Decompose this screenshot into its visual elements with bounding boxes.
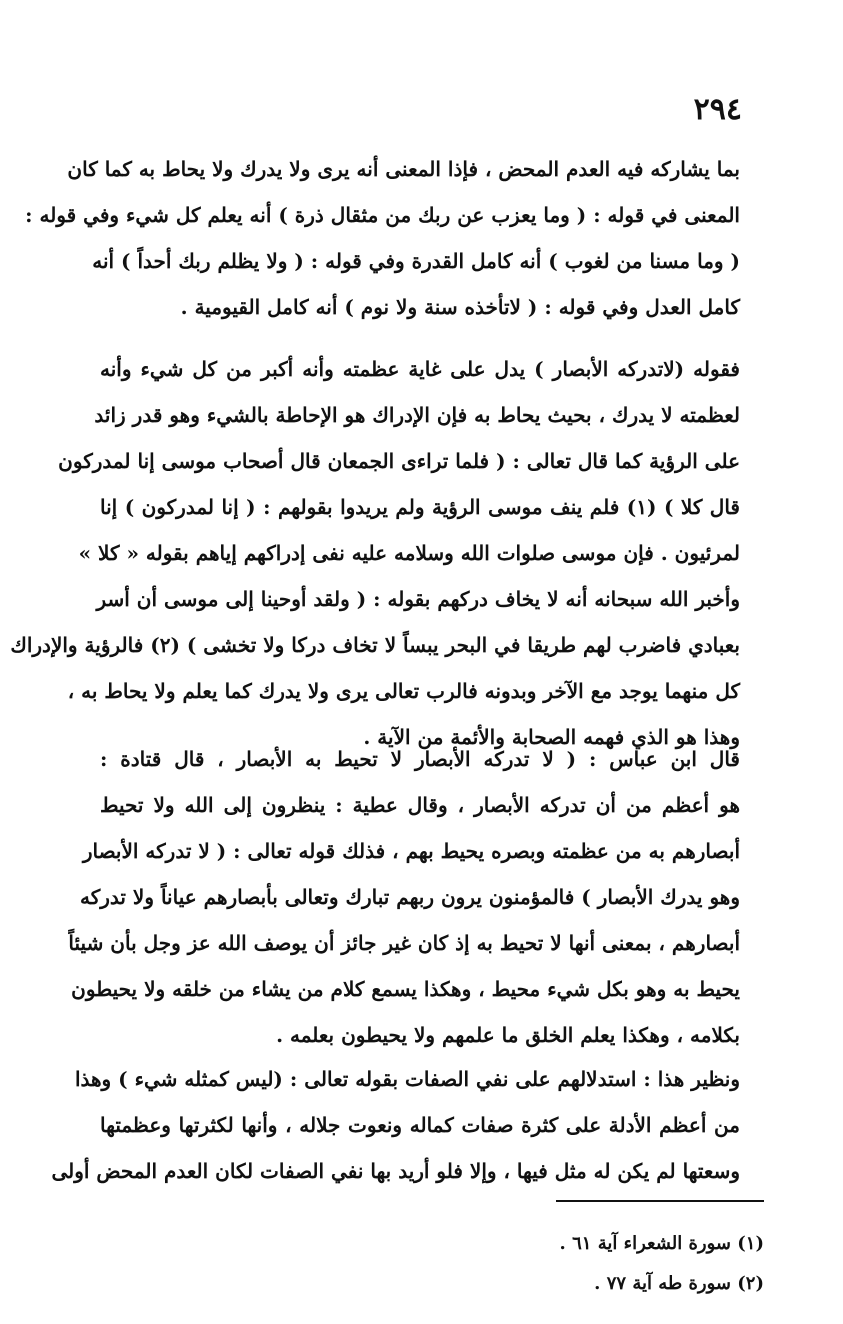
- text-line: بكلامه ، وهكذا يعلم الخلق ما علمهم ولا يحيطون بعلمه .: [276, 1023, 740, 1047]
- paragraph-1: [25, 146, 740, 330]
- text-line: أبصارهم به من عظمته وبصره يحيط بهم ، فذلك قوله تعالى : ( لا تدركه الأبصار: [82, 839, 740, 863]
- text-line: كامل العدل وفي قوله : ( لاتأخذه سنة ولا نوم ) أنه كامل القيومية .: [180, 295, 740, 319]
- footnote-divider: [556, 1200, 764, 1202]
- text-line: بعبادي فاضرب لهم طريقا في البحر يبساً لا تخاف دركا ولا تخشى ) (٢) فالرؤية والإدراك: [10, 633, 740, 657]
- text-line: كل منهما يوجد مع الآخر وبدونه فالرب تعالى يرى ولا يدرك كما يعلم ولا يحاط به ،: [67, 679, 740, 703]
- footnote-2: (٢) سورة طه آية ٧٧ .: [594, 1273, 764, 1294]
- text-line: على الرؤية كما قال تعالى : ( فلما تراءى الجمعان قال أصحاب موسى إنا لمدركون: [58, 449, 740, 473]
- text-line: أبصارهم ، بمعنى أنها لا تحيط به إذ كان غير جائز أن يوصف الله عز وجل بأن شيئاً: [68, 931, 740, 955]
- text-line: ونظير هذا : استدلالهم على نفي الصفات بقوله تعالى : (ليس كمثله شيء ) وهذا: [74, 1067, 740, 1091]
- text-line: يحيط به وهو بكل شيء محيط ، وهكذا يسمع كلام من يشاء من خلقه ولا يحيطون: [71, 977, 740, 1001]
- paragraph-3: [68, 736, 740, 1058]
- text-line: فقوله (لاتدركه الأبصار ) يدل على غاية عظمته وأنه أكبر من كل شيء وأنه: [100, 357, 740, 381]
- footnote-1: (١) سورة الشعراء آية ٦١ .: [559, 1233, 764, 1254]
- page-number: ٢٩٤: [693, 92, 742, 127]
- footnotes: [430, 1224, 764, 1304]
- text-line: وسعتها لم يكن له مثل فيها ، وإلا فلو أريد بها نفي الصفات لكان العدم المحض أولى: [51, 1159, 740, 1183]
- text-line: قال كلا ) (١) فلم ينف موسى الرؤية ولم يريدوا بقولهم : ( إنا لمدركون ) إنا: [100, 495, 740, 519]
- text-line: المعنى في قوله : ( وما يعزب عن ربك من مثقال ذرة ) أنه يعلم كل شيء وفي قوله :: [25, 203, 740, 227]
- text-line: وهو يدرك الأبصار ) فالمؤمنون يرون ربهم تبارك وتعالى بأبصارهم عياناً ولا تدركه: [80, 885, 740, 909]
- text-line: بما يشاركه فيه العدم المحض ، فإذا المعنى أنه يرى ولا يدرك ولا يحاط به كما كان: [67, 157, 740, 181]
- text-line: لعظمته لا يدرك ، بحيث يحاط به فإن الإدراك هو الإحاطة بالشيء وهو قدر زائد: [94, 403, 740, 427]
- paragraph-2: [10, 346, 740, 760]
- text-line: لمرئيون . فإن موسى صلوات الله وسلامه عليه نفى إدراكهم إياهم بقوله « كلا »: [78, 541, 740, 565]
- text-line: وأخبر الله سبحانه أنه لا يخاف دركهم بقوله : ( ولقد أوحينا إلى موسى أن أسر: [96, 587, 740, 611]
- paragraph-4: [51, 1056, 740, 1194]
- text-line: وهذا هو الذي فهمه الصحابة والأئمة من الآية .: [363, 725, 740, 749]
- text-line: قال ابن عباس : ( لا تدركه الأبصار لا تحيط به الأبصار ، قال قتادة :: [100, 747, 740, 771]
- text-line: هو أعظم من أن تدركه الأبصار ، وقال عطية : ينظرون إلى الله ولا تحيط: [100, 793, 740, 817]
- text-line: من أعظم الأدلة على كثرة صفات كماله ونعوت جلاله ، وأنها لكثرتها وعظمتها: [100, 1113, 740, 1137]
- text-line: ( وما مسنا من لغوب ) أنه كامل القدرة وفي قوله : ( ولا يظلم ربك أحداً ) أنه: [92, 249, 740, 273]
